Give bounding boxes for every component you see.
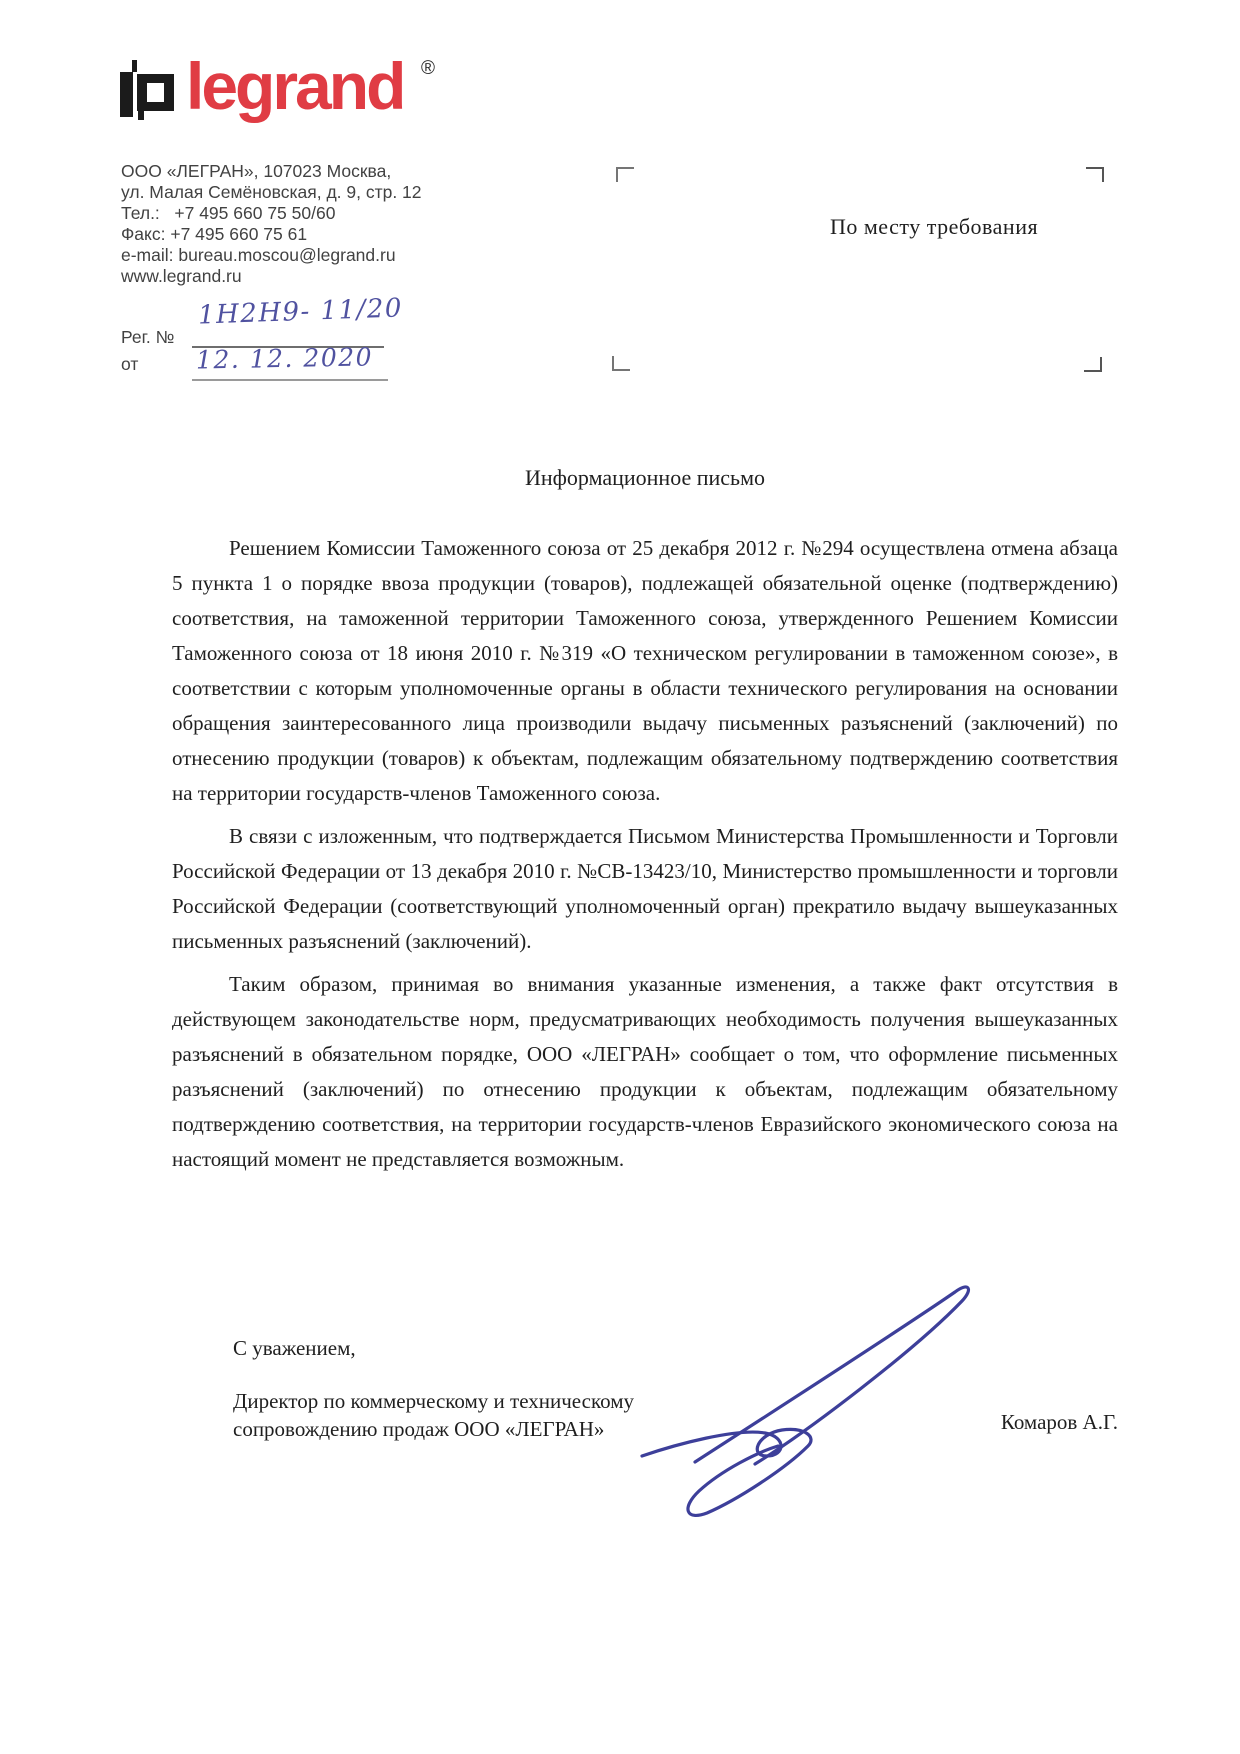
reg-number-handwritten-value: 1Н2Н9- 11/20 bbox=[197, 293, 404, 331]
date-handwritten-value: 12. 12. 2020 bbox=[195, 342, 374, 375]
signer-name: Комаров А.Г. bbox=[1000, 1410, 1118, 1434]
address-window-corner-top-right bbox=[1086, 167, 1104, 182]
company-name-line: ООО «ЛЕГРАН», 107023 Москва, bbox=[121, 161, 392, 181]
reg-number-label: Рег. № bbox=[121, 327, 175, 347]
address-window-corner-bottom-left bbox=[612, 356, 630, 371]
date-underline bbox=[192, 379, 388, 381]
paragraph-1: Решением Комиссии Таможенного союза от 25 декабря 2012 г. №294 осуществлена отмена абзаца 5 пункта 1 о порядке ввоза продукции (товаров), подлежащей обязательной оценке (подтверждению) соответствия, на таможенной территории Таможенного союза, утвержденного Решением Комиссии Таможенного союза от 18 июня 2010 г. №319 «О техническом регулировании в таможенном союзе», в соответствии с которым уполномоченные органы в области технического регулирования на основании обращения заинтересованного лица производили выдачу письменных разъяснений (заключений) по отнесению продукции (товаров) к объектам, подлежащим обязательному подтверждению соответствия на территории государств-членов Таможенного союза. bbox=[172, 536, 1118, 805]
paragraph-3: Таким образом, принимая во внимания указанные изменения, а также факт отсутствия в действующем законодательстве норм, предусматривающих необходимость получения вышеуказанных разъяснений в обязательном порядке, ООО «ЛЕГРАН» сообщает о том, что оформление письменных разъяснений (заключений) по отнесению продукции к объектам, подлежащим обязательному подтверждению соответствия, на территории государств-членов Евразийского экономического союза на настоящий момент не представляется возможным. bbox=[172, 972, 1118, 1171]
signature bbox=[615, 1262, 1035, 1518]
company-info-block bbox=[121, 161, 422, 287]
salutation: С уважением, bbox=[233, 1336, 356, 1360]
date-label: от bbox=[121, 354, 139, 374]
brand-name: legrand bbox=[186, 49, 404, 123]
address-window-corner-bottom-right bbox=[1084, 357, 1102, 372]
paragraph-2: В связи с изложенным, что подтверждается Письмом Министерства Промышленности и Торговли Российской Федерации от 13 декабря 2010 г. №СВ-13423/10, Министерство промышленности и торговли Российской Федерации (соответствующий уполномоченный орган) прекратило выдачу вышеуказанных письменных разъяснений (заключений). bbox=[172, 824, 1118, 953]
company-email-line: e-mail: bureau.moscou@legrand.ru bbox=[121, 245, 396, 265]
legrand-logo-icon bbox=[120, 60, 176, 122]
signer-position-line-2: сопровождению продаж ООО «ЛЕГРАН» bbox=[233, 1417, 605, 1441]
company-website-line: www.legrand.ru bbox=[121, 266, 242, 286]
letter-title: Информационное письмо bbox=[524, 465, 765, 490]
signer-position-line-1: Директор по коммерческому и техническому bbox=[233, 1389, 634, 1413]
letter-body bbox=[172, 531, 1118, 1185]
company-address-line: ул. Малая Семёновская, д. 9, стр. 12 bbox=[121, 182, 422, 202]
company-phone-line: Тел.: +7 495 660 75 50/60 bbox=[121, 203, 336, 223]
company-fax-line: Факс: +7 495 660 75 61 bbox=[121, 224, 308, 244]
address-window-corner-top-left bbox=[616, 167, 634, 182]
recipient-text: По месту требования bbox=[830, 214, 1039, 239]
registered-trademark-icon: ® bbox=[421, 58, 435, 79]
